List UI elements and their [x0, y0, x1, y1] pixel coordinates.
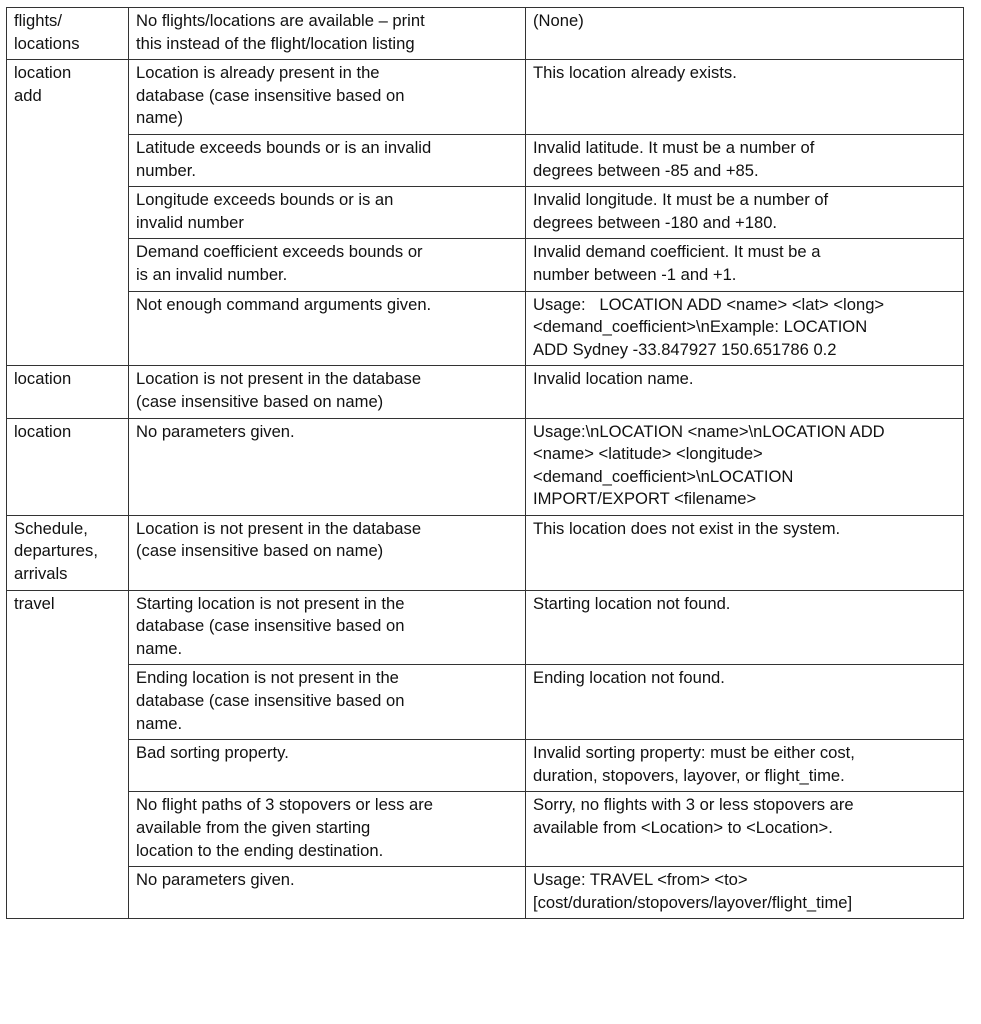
table-row	[7, 740, 964, 792]
output-cell: Starting location not found.	[526, 590, 964, 665]
output-cell: Invalid longitude. It must be a number of degrees between -180 and +180.	[526, 187, 964, 239]
command-cell: location	[7, 366, 129, 418]
output-cell: This location already exists.	[526, 60, 964, 135]
condition-cell: Starting location is not present in the database (case insensitive based on name.	[129, 590, 526, 665]
output-cell: Usage:\nLOCATION <name>\nLOCATION ADD <name> <latitude> <longitude> <demand_coefficient>\nLOCATION IMPORT/EXPORT <filename>	[526, 418, 964, 515]
command-cell: location	[7, 418, 129, 515]
table-row	[7, 8, 964, 60]
condition-cell: No parameters given.	[129, 867, 526, 919]
condition-cell: Location is not present in the database (case insensitive based on name)	[129, 515, 526, 590]
condition-cell: Location is already present in the database (case insensitive based on name)	[129, 60, 526, 135]
table-row	[7, 239, 964, 291]
condition-cell: Longitude exceeds bounds or is an invalid number	[129, 187, 526, 239]
table-row	[7, 134, 964, 186]
condition-cell: No flights/locations are available – print this instead of the flight/location listing	[129, 8, 526, 60]
condition-cell: Bad sorting property.	[129, 740, 526, 792]
output-cell: Usage: TRAVEL <from> <to> [cost/duration/stopovers/layover/flight_time]	[526, 867, 964, 919]
condition-cell: Demand coefficient exceeds bounds or is an invalid number.	[129, 239, 526, 291]
table-row	[7, 515, 964, 590]
table-row	[7, 867, 964, 919]
output-cell: (None)	[526, 8, 964, 60]
condition-cell: Ending location is not present in the database (case insensitive based on name.	[129, 665, 526, 740]
table-row	[7, 590, 964, 665]
table-row	[7, 665, 964, 740]
condition-cell: Location is not present in the database (case insensitive based on name)	[129, 366, 526, 418]
command-cell: location add	[7, 60, 129, 366]
table-row	[7, 60, 964, 135]
output-cell: Invalid demand coefficient. It must be a number between -1 and +1.	[526, 239, 964, 291]
output-cell: Usage: LOCATION ADD <name> <lat> <long> <demand_coefficient>\nExample: LOCATION ADD Sydney -33.847927 150.651786 0.2	[526, 291, 964, 366]
condition-cell: No flight paths of 3 stopovers or less are available from the given starting location to the ending destination.	[129, 792, 526, 867]
table-row	[7, 187, 964, 239]
output-cell: Invalid sorting property: must be either cost, duration, stopovers, layover, or flight_time.	[526, 740, 964, 792]
table-row	[7, 291, 964, 366]
output-cell: Invalid latitude. It must be a number of degrees between -85 and +85.	[526, 134, 964, 186]
output-cell: Invalid location name.	[526, 366, 964, 418]
condition-cell: Latitude exceeds bounds or is an invalid number.	[129, 134, 526, 186]
table-row	[7, 792, 964, 867]
table-row	[7, 418, 964, 515]
error-message-table	[6, 7, 964, 919]
table-row	[7, 366, 964, 418]
command-cell: Schedule, departures, arrivals	[7, 515, 129, 590]
condition-cell: No parameters given.	[129, 418, 526, 515]
condition-cell: Not enough command arguments given.	[129, 291, 526, 366]
output-cell: This location does not exist in the system.	[526, 515, 964, 590]
output-cell: Sorry, no flights with 3 or less stopovers are available from <Location> to <Location>.	[526, 792, 964, 867]
command-cell: travel	[7, 590, 129, 919]
command-cell: flights/ locations	[7, 8, 129, 60]
output-cell: Ending location not found.	[526, 665, 964, 740]
